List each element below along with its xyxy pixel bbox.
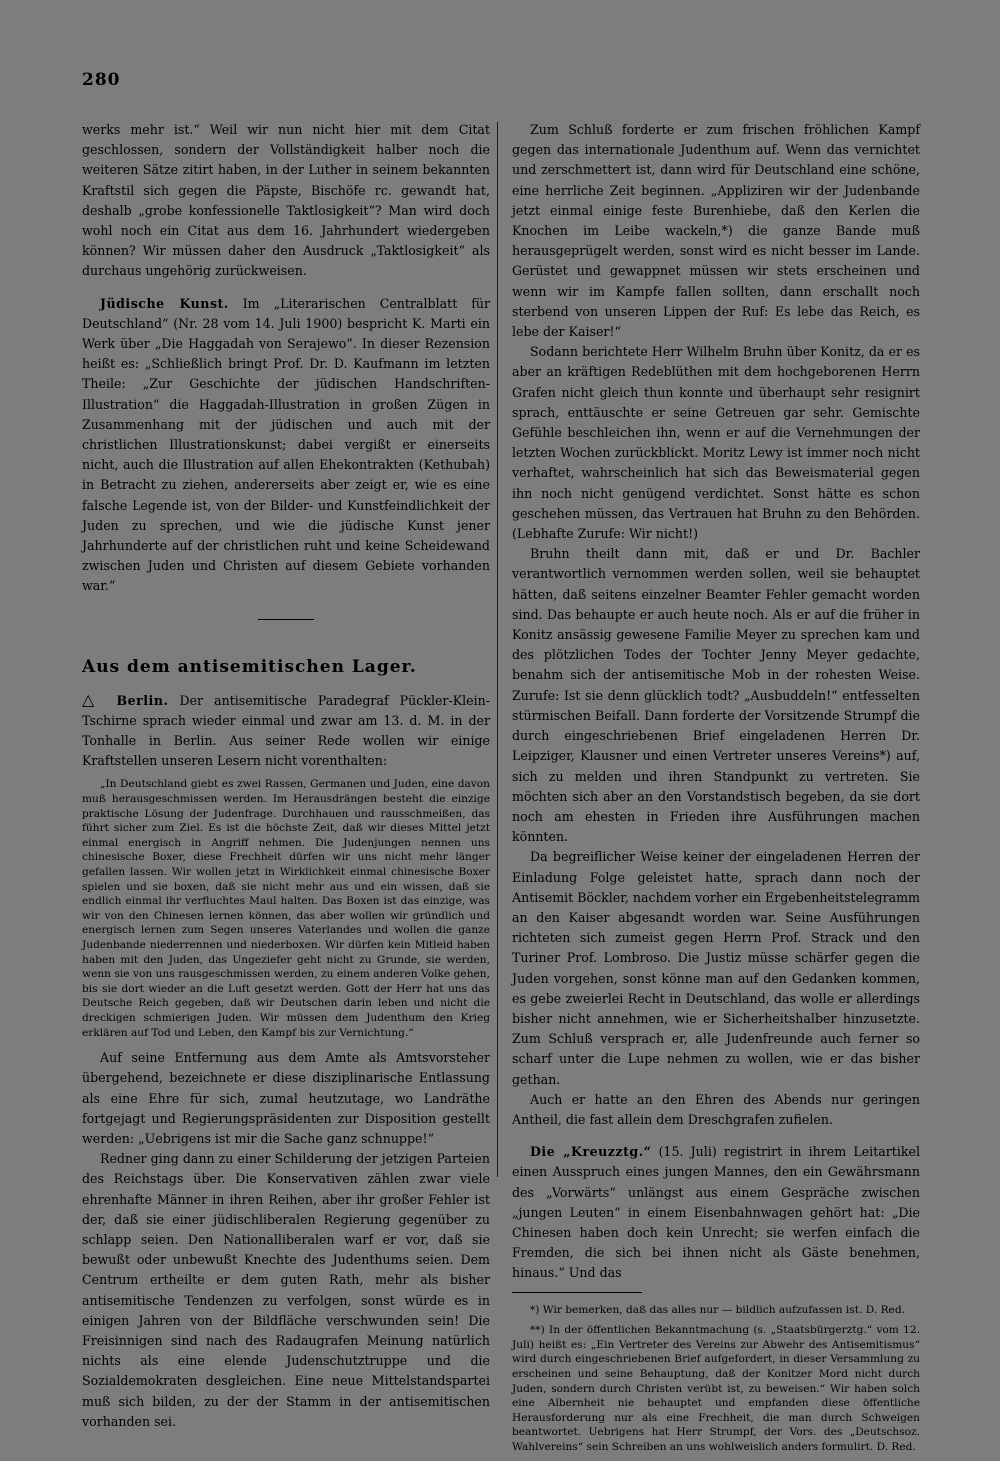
paragraph-taktlosigkeit: werks mehr ist.“ Weil wir nun nicht hier mit dem Citat geschlossen, sondern der Vollständigkeit halber noch die weiteren Sätze zitirt haben, in der Luther in seinem bekannten Kraftstil sich gegen die Päpste, Bischöfe rc. gewandt hat, deshalb „grobe konfessionelle Taktlosigkeit“? Man wird doch wohl noch ein Citat aus dem 16. Jahrhundert wiedergeben können? Wir müssen daher den Ausdruck „Taktlosigkeit“ als durchaus ungehörig zurückweisen. <box>82 122 490 279</box>
paragraph-lead: Berlin. <box>116 692 169 708</box>
paragraph-lead: Jüdische Kunst. <box>100 295 229 311</box>
quoted-speech: „In Deutschland giebt es zwei Rassen, Germanen und Juden, eine davon muß herausgeschmissen werden. Im Herausdrängen besteht die einzige praktische Lösung der Judenfrage. Durchhauen und rausschmeißen, das führt sicher zum Ziel. Es ist die höchste Zeit, daß wir dieses Mittel jetzt einmal energisch in Angriff nehmen. Die Judenjungen nennen uns chinesische Boxer, diese Frechheit dürfen wir uns nicht mehr länger gefallen lassen. Wir wollen jetzt in Wirklichkeit einmal chinesische Boxer spielen und sie boxen, daß sie nicht mehr aus und ein wissen, daß sie endlich einmal ihr verfluchtes Maul halten. Das Boxen ist das einzige, was wir von den Chinesen lernen können, das aber wollen wir gründlich und energisch lernen zum Segen unseres Vaterlandes und wollen die ganze Judenbande niederrennen und niederboxen. Wir dürfen kein Mitleid haben haben mit den Juden, das Ungeziefer geht nicht zu Grunde, sie werden, wenn sie von uns rausgeschmissen werden, zu einem anderen Volke gehen, bis sie dort wieder an die Luft gesetzt werden. Gott der Herr hat uns das Deutsche Reich gegeben, daß wir Deutschen darin leben und nicht die dreckigen schmierigen Juden. Wir müssen dem Judenthum den Krieg erklären auf Tod und Leben, den Kampf bis zur Vernichtung.“ <box>82 778 490 1039</box>
paragraph-body: Im „Literarischen Centralblatt für Deutschland“ (Nr. 28 vom 14. Juli 1900) bespricht K. Marti ein Werk über „Die Haggadah von Serajewo“. In dieser Rezension heißt es: „Schließlich bringt Prof. Dr. D. Kaufmann im letzten Theile: „Zur Geschichte der jüdischen Handschriften-Illustration“ die Haggadah-Illustration in großen Zügen in Zusammenhang mit der jüdischen und auch mit der christlichen Illustrationskunst; dabei vergißt er einerseits nicht, auch die Illustration auf allen Ehekontrakten (Kethubah) in Betracht zu ziehen, andererseits aber zeigt er, wie es eine falsche Legende ist, von der Bilder- und Kunstfeindlichkeit der Juden zu sprechen, und wie die jüdische Kunst jener Jahrhunderte auf der christlichen ruht und keine Scheidewand zwischen Juden und Christen auf diesem Gebiete vorhanden war.“ <box>82 295 490 594</box>
left-column <box>82 120 490 1432</box>
section-title: Aus dem antisemitischen Lager. <box>82 656 417 677</box>
triangle-icon: △ <box>82 689 102 709</box>
page-number: 280 <box>82 70 121 90</box>
paragraph-lead: Die „Kreuzztg.“ <box>530 1144 652 1160</box>
paragraph-berlin <box>82 690 490 772</box>
footnote-2: **) In der öffentlichen Bekanntmachung (s. „Staatsbürgerztg.“ vom 12. Juli) heißt es: „Ein Vertreter des Vereins zur Abwehr des Antisemitismus“ wird durch eingeschriebenen Brief aufgefordert, in dieser Versammlung zu erscheinen und seine Behauptung, daß der Konitzer Mord nicht durch Juden, sondern durch Christen verübt ist, zu beweisen.“ Wir haben solch eine Albernheit nie behauptet und empfanden diese öffentliche Herausforderung nur als eine Frechheit, die man durch Schweigen beantwortet. Uebrigens hat Herr Strumpf, der Vors. des „Deutschsoz. Wahlvereins“ sein Schreiben an uns wohlweislich anders formulirt. D. Red. <box>512 1324 920 1453</box>
paragraph-boeckler: Da begreiflicher Weise keiner der eingeladenen Herren der Einladung Folge geleistet hatte, sprach dann noch der Antisemit Böckler, nachdem vorher ein Ergebenheitstelegramm an den Kaiser abgesandt worden war. Seine Ausführungen richteten sich zumeist gegen Herrn Prof. Strack und den Turiner Prof. Lombroso. Die Justiz müsse schärfer gegen die Juden vorgehen, sonst könne man auf den Gedanken kommen, es gebe zweierlei Recht in Deutschland, das wolle er allerdings bisher nicht annehmen, wie er Sicherheitshalber hinzusetzte. Zum Schluß versprach er, alle Judenfreunde auch ferner so scharf unter die Lupe nehmen zu wollen, wie er das bisher gethan. <box>512 849 920 1087</box>
paragraph-juedische-kunst <box>82 294 490 597</box>
paragraph-entfernung: Auf seine Entfernung aus dem Amte als Amtsvorsteher übergehend, bezeichnete er diese disziplinarische Entlassung als eine Ehre für sich, zumal heutzutage, wo Landräthe fortgejagt und Regierungspräsidenten zur Disposition gestellt werden: „Uebrigens ist mir die Sache ganz schnuppe!“ <box>82 1050 490 1146</box>
paragraph-schluss: Zum Schluß forderte er zum frischen fröhlichen Kampf gegen das internationale Judenthum auf. Wenn das vernichtet und zerschmettert ist, dann wird für Deutschland eine schöne, eine herrliche Zeit beginnen. „Appliziren wir der Judenbande jetzt einmal einige feste Burenhiebe, daß den Kerlen die Knochen im Leibe wackeln,*) die ganze Bande muß herausgeprügelt werden, sonst wird es nicht besser im Lande. Gerüstet und gewappnet müssen wir stets erscheinen und wenn wir im Kampfe fallen sollten, dann erschallt noch sterbend von unseren Lippen der Ruf: Es lebe das Reich, es lebe der Kaiser!“ <box>512 122 920 340</box>
paragraph-bruhn-mitteilung: Bruhn theilt dann mit, daß er und Dr. Bachler verantwortlich vernommen werden sollen, weil sie behauptet hätten, daß seitens einzelner Beamter Fehler gemacht worden sind. Das behaupte er auch heute noch. Als er auf die früher in Konitz ansässig gewesene Familie Meyer zu sprechen kam und des plötzlichen Todes der Tochter Jenny Meyer gedachte, benahm sich der antisemitische Mob in der rohesten Weise. Zurufe: Ist sie denn glücklich todt? „Ausbuddeln!“ entfesselten stürmischen Beifall. Dann forderte der Vorsitzende Strumpf die durch eingeschriebenen Brief eingeladenen Herren Dr. Leipziger, Klausner und einen Vertreter unseres Vereins*) auf, sich zu melden und ihren Standpunkt zu vertreten. Sie möchten sich aber an den Vorstandstisch begeben, da sie dort noch am ehesten in Frieden ihre Ausführungen machen könnten. <box>512 546 920 845</box>
paragraph-kreuzzeitung <box>512 1142 920 1283</box>
paragraph-bruhn: Sodann berichtete Herr Wilhelm Bruhn über Konitz, da er es aber an kräftigen Redeblüthen mit dem hochgeborenen Herrn Grafen nicht gleich thun konnte und überhaupt sehr resignirt sprach, enttäuschte er seine Getreuen gar sehr. Gemischte Gefühle beschleichen ihn, wenn er auf die Vernehmungen der letzten Wochen zurückblickt. Moritz Lewy ist immer noch nicht verhaftet, wahrscheinlich hat sich das Beweismaterial gegen ihn noch nicht genügend verdichtet. Sonst hätte es schon geschehen müssen, das Vertrauen hat Bruhn zu den Behörden. (Lebhafte Zurufe: Wir nicht!) <box>512 344 920 542</box>
column-divider <box>497 122 498 1177</box>
paragraph-parteien: Redner ging dann zu einer Schilderung der jetzigen Parteien des Reichstags über. Die Konservativen zählen zwar viele ehrenhafte Männer in ihren Reihen, aber ihr großer Fehler ist der, daß sie einer jüdischliberalen Regierung gegenüber zu schlapp seien. Den Nationalliberalen warf er vor, daß sie bewußt oder unbewußt Knechte des Judenthums seien. Dem Centrum ertheilte er dem guten Rath, mehr als bisher antisemitische Tendenzen zu verfolgen, sonst würde es in einigen Jahren von der Bildfläche verschwunden sein! Die Freisinnigen sind nach des Radaugrafen Meinung natürlich nichts als eine elende Judenschutztruppe und die Sozialdemokraten desgleichen. Eine neue Mittelstandspartei muß sich bilden, zu der der Stamm in der antisemitischen vorhanden sei. <box>82 1151 490 1429</box>
paragraph-body: Der antisemitische Paradegraf Pückler-Klein-Tschirne sprach wieder einmal und zwar am 13. d. M. in der Tonhalle in Berlin. Aus seiner Rede wollen wir einige Kraftstellen unseren Lesern nicht vorenthalten: <box>82 692 490 769</box>
section-divider <box>258 619 314 620</box>
paragraph-body: (15. Juli) registrirt in ihrem Leitartikel einen Ausspruch eines jungen Mannes, den ein Gewährsmann des „Vorwärts“ unlängst aus einem Gespräche zwischen „jungen Leuten“ in einem Eisenbahnwagen gehört hat: „Die Chinesen haben doch kein Unrecht; sie werfen einfach die Fremden, die sich bei ihnen nicht als Gäste benehmen, hinaus.“ Und das <box>512 1144 920 1281</box>
paragraph-ehren: Auch er hatte an den Ehren des Abends nur geringen Antheil, die fast allein dem Dreschgrafen zufielen. <box>512 1091 920 1127</box>
right-column <box>512 120 920 1461</box>
footnote-rule <box>512 1292 642 1293</box>
footnote-1: *) Wir bemerken, daß das alles nur — bildlich aufzufassen ist. D. Red. <box>530 1303 905 1316</box>
